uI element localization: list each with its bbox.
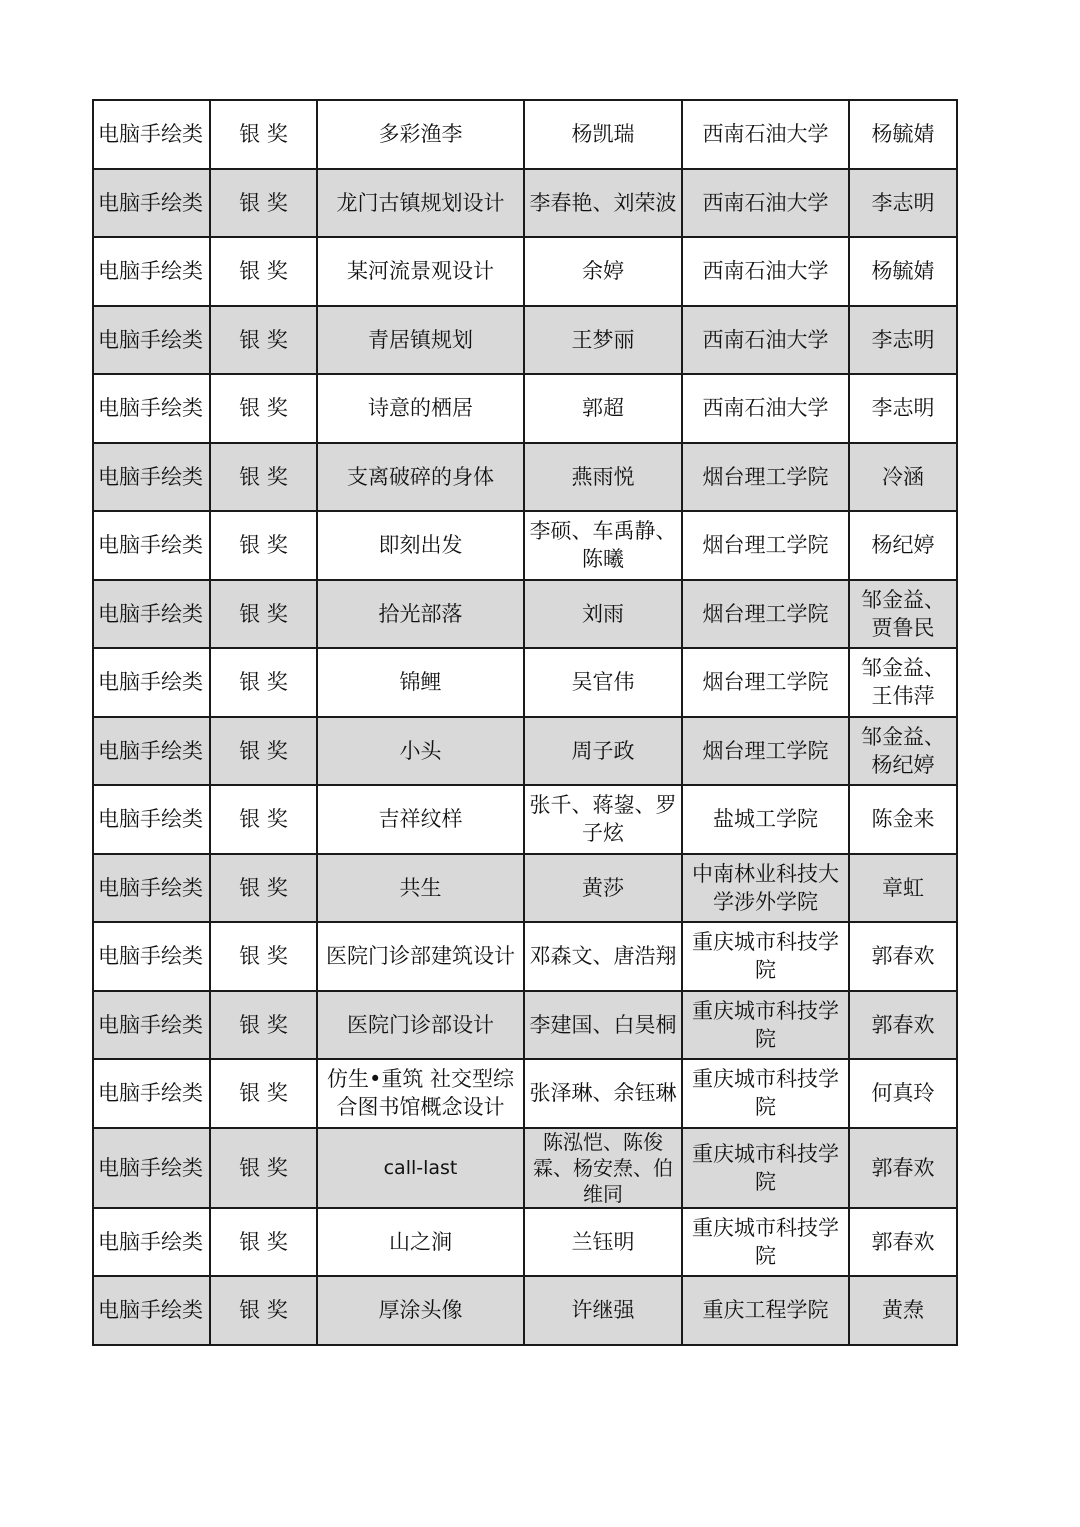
- authors-cell: 李建国、白昊桐: [524, 991, 682, 1060]
- work-title-cell: 诗意的栖居: [317, 374, 524, 443]
- category-cell: 电脑手绘类: [93, 854, 210, 923]
- advisor-cell: 邹金益、贾鲁民: [849, 580, 957, 649]
- award-cell: 银 奖: [210, 717, 317, 786]
- school-cell: 盐城工学院: [682, 785, 849, 854]
- category-cell: 电脑手绘类: [93, 443, 210, 512]
- table-row: [93, 306, 957, 375]
- work-title-cell: 即刻出发: [317, 511, 524, 580]
- advisor-cell: 杨纪婷: [849, 511, 957, 580]
- advisor-cell: 郭春欢: [849, 1208, 957, 1277]
- authors-cell: 张千、蒋鋆、罗子炫: [524, 785, 682, 854]
- category-cell: 电脑手绘类: [93, 1276, 210, 1345]
- award-cell: 银 奖: [210, 1276, 317, 1345]
- category-cell: 电脑手绘类: [93, 1208, 210, 1277]
- category-cell: 电脑手绘类: [93, 648, 210, 717]
- category-cell: 电脑手绘类: [93, 991, 210, 1060]
- award-cell: 银 奖: [210, 648, 317, 717]
- school-cell: 重庆城市科技学院: [682, 1059, 849, 1128]
- table-row: [93, 511, 957, 580]
- school-cell: 重庆城市科技学院: [682, 991, 849, 1060]
- award-cell: 银 奖: [210, 374, 317, 443]
- advisor-cell: 冷涵: [849, 443, 957, 512]
- work-title-cell: call-last: [317, 1128, 524, 1208]
- table-row: [93, 1128, 957, 1208]
- award-cell: 银 奖: [210, 580, 317, 649]
- school-cell: 重庆工程学院: [682, 1276, 849, 1345]
- advisor-cell: 李志明: [849, 306, 957, 375]
- authors-cell: 吴官伟: [524, 648, 682, 717]
- award-cell: 银 奖: [210, 237, 317, 306]
- table-row: [93, 1208, 957, 1277]
- table-row: [93, 1276, 957, 1345]
- table-row: [93, 1059, 957, 1128]
- school-cell: 烟台理工学院: [682, 580, 849, 649]
- award-cell: 银 奖: [210, 1208, 317, 1277]
- award-cell: 银 奖: [210, 443, 317, 512]
- award-cell: 银 奖: [210, 922, 317, 991]
- work-title-cell: 共生: [317, 854, 524, 923]
- award-cell: 银 奖: [210, 785, 317, 854]
- authors-cell: 刘雨: [524, 580, 682, 649]
- school-cell: 西南石油大学: [682, 100, 849, 169]
- category-cell: 电脑手绘类: [93, 1059, 210, 1128]
- school-cell: 烟台理工学院: [682, 443, 849, 512]
- category-cell: 电脑手绘类: [93, 374, 210, 443]
- category-cell: 电脑手绘类: [93, 785, 210, 854]
- table-row: [93, 991, 957, 1060]
- work-title-cell: 拾光部落: [317, 580, 524, 649]
- authors-cell: 张泽琳、余钰琳: [524, 1059, 682, 1128]
- authors-cell: 兰钰明: [524, 1208, 682, 1277]
- work-title-cell: 仿生•重筑 社交型综合图书馆概念设计: [317, 1059, 524, 1128]
- advisor-cell: 郭春欢: [849, 991, 957, 1060]
- table-row: [93, 785, 957, 854]
- table-row: [93, 374, 957, 443]
- work-title-cell: 小头: [317, 717, 524, 786]
- table-row: [93, 443, 957, 512]
- authors-cell: 李硕、车禹静、陈曦: [524, 511, 682, 580]
- work-title-cell: 锦鲤: [317, 648, 524, 717]
- work-title-cell: 医院门诊部建筑设计: [317, 922, 524, 991]
- category-cell: 电脑手绘类: [93, 237, 210, 306]
- advisor-cell: 邹金益、王伟萍: [849, 648, 957, 717]
- authors-cell: 周子政: [524, 717, 682, 786]
- work-title-cell: 多彩渔李: [317, 100, 524, 169]
- school-cell: 中南林业科技大学涉外学院: [682, 854, 849, 923]
- school-cell: 重庆城市科技学院: [682, 922, 849, 991]
- school-cell: 烟台理工学院: [682, 717, 849, 786]
- table-row: [93, 169, 957, 238]
- category-cell: 电脑手绘类: [93, 922, 210, 991]
- advisor-cell: 杨毓婧: [849, 237, 957, 306]
- work-title-cell: 某河流景观设计: [317, 237, 524, 306]
- work-title-cell: 山之涧: [317, 1208, 524, 1277]
- table-row: [93, 237, 957, 306]
- award-cell: 银 奖: [210, 991, 317, 1060]
- work-title-cell: 支离破碎的身体: [317, 443, 524, 512]
- award-cell: 银 奖: [210, 1128, 317, 1208]
- authors-cell: 燕雨悦: [524, 443, 682, 512]
- authors-cell: 邓森文、唐浩翔: [524, 922, 682, 991]
- advisor-cell: 郭春欢: [849, 1128, 957, 1208]
- advisor-cell: 章虹: [849, 854, 957, 923]
- award-cell: 银 奖: [210, 1059, 317, 1128]
- work-title-cell: 厚涂头像: [317, 1276, 524, 1345]
- table-row: [93, 854, 957, 923]
- award-cell: 银 奖: [210, 511, 317, 580]
- school-cell: 西南石油大学: [682, 169, 849, 238]
- school-cell: 西南石油大学: [682, 237, 849, 306]
- authors-cell: 王梦丽: [524, 306, 682, 375]
- table-row: [93, 717, 957, 786]
- advisor-cell: 黄焘: [849, 1276, 957, 1345]
- work-title-cell: 青居镇规划: [317, 306, 524, 375]
- authors-cell: 余婷: [524, 237, 682, 306]
- category-cell: 电脑手绘类: [93, 169, 210, 238]
- category-cell: 电脑手绘类: [93, 100, 210, 169]
- school-cell: 重庆城市科技学院: [682, 1208, 849, 1277]
- table-row: [93, 100, 957, 169]
- advisor-cell: 何真玲: [849, 1059, 957, 1128]
- awards-table-body: [93, 100, 957, 1345]
- advisor-cell: 李志明: [849, 374, 957, 443]
- category-cell: 电脑手绘类: [93, 511, 210, 580]
- school-cell: 西南石油大学: [682, 374, 849, 443]
- table-row: [93, 580, 957, 649]
- awards-table: [92, 99, 958, 1346]
- table-row: [93, 922, 957, 991]
- advisor-cell: 邹金益、杨纪婷: [849, 717, 957, 786]
- table-row: [93, 648, 957, 717]
- advisor-cell: 陈金来: [849, 785, 957, 854]
- award-cell: 银 奖: [210, 100, 317, 169]
- award-cell: 银 奖: [210, 306, 317, 375]
- work-title-cell: 龙门古镇规划设计: [317, 169, 524, 238]
- advisor-cell: 李志明: [849, 169, 957, 238]
- award-cell: 银 奖: [210, 169, 317, 238]
- school-cell: 西南石油大学: [682, 306, 849, 375]
- advisor-cell: 郭春欢: [849, 922, 957, 991]
- authors-cell: 李春艳、刘荣波: [524, 169, 682, 238]
- category-cell: 电脑手绘类: [93, 717, 210, 786]
- school-cell: 烟台理工学院: [682, 648, 849, 717]
- work-title-cell: 吉祥纹样: [317, 785, 524, 854]
- category-cell: 电脑手绘类: [93, 306, 210, 375]
- advisor-cell: 杨毓婧: [849, 100, 957, 169]
- work-title-cell: 医院门诊部设计: [317, 991, 524, 1060]
- authors-cell: 杨凯瑞: [524, 100, 682, 169]
- category-cell: 电脑手绘类: [93, 580, 210, 649]
- authors-cell: 郭超: [524, 374, 682, 443]
- school-cell: 烟台理工学院: [682, 511, 849, 580]
- category-cell: 电脑手绘类: [93, 1128, 210, 1208]
- authors-cell: 黄莎: [524, 854, 682, 923]
- school-cell: 重庆城市科技学院: [682, 1128, 849, 1208]
- award-cell: 银 奖: [210, 854, 317, 923]
- authors-cell: 陈泓恺、陈俊霖、杨安焘、伯维同: [524, 1128, 682, 1208]
- authors-cell: 许继强: [524, 1276, 682, 1345]
